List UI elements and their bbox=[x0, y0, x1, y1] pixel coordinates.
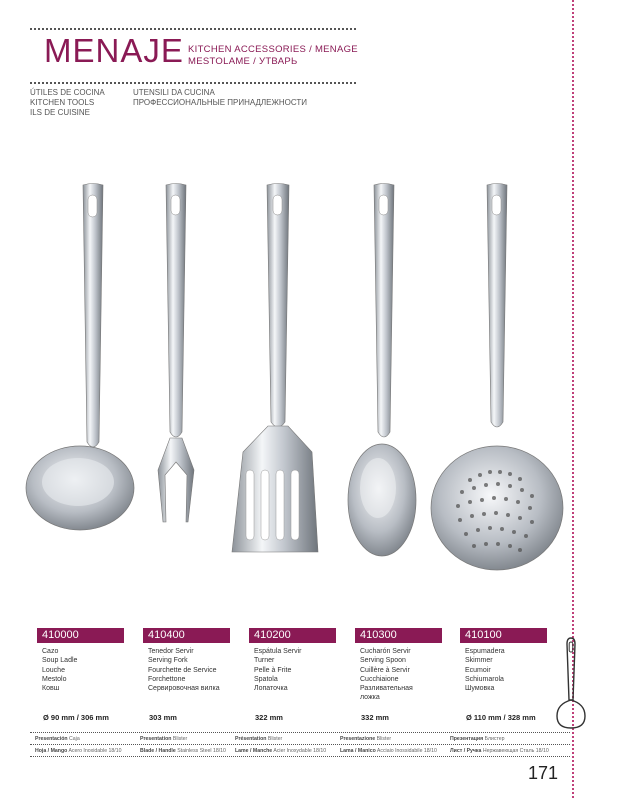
product-name: Spatola bbox=[254, 675, 278, 683]
product-names bbox=[254, 647, 336, 693]
footer-label: Лист / Ручка bbox=[450, 748, 482, 754]
tools-line: ILS DE CUISINE bbox=[30, 108, 91, 117]
product-name: Лопаточка bbox=[254, 685, 288, 693]
product-name: Cuillère à Servir bbox=[360, 666, 410, 674]
product-name: Louche bbox=[42, 666, 65, 674]
product-410200 bbox=[249, 628, 336, 693]
product-code: 410400 bbox=[143, 628, 230, 643]
product-size: Ø 110 mm / 328 mm bbox=[466, 713, 536, 722]
tools-list-right bbox=[133, 88, 307, 108]
product-size: 303 mm bbox=[149, 713, 177, 722]
footer-material-it bbox=[340, 748, 437, 754]
serving-fork-image bbox=[158, 184, 194, 523]
product-name: Turner bbox=[254, 657, 275, 665]
tools-line: UTENSILI DA CUCINA bbox=[133, 88, 215, 97]
product-names bbox=[148, 647, 230, 693]
footer-material-en bbox=[140, 748, 226, 754]
footer-value: Blister bbox=[376, 736, 392, 742]
footer-label: Lame / Manche bbox=[235, 748, 273, 754]
footer-middle-rule bbox=[30, 744, 570, 745]
tools-list-left bbox=[30, 88, 105, 118]
product-name: Serving Spoon bbox=[360, 657, 406, 665]
footer-label: Presentación bbox=[35, 736, 68, 742]
footer-value: Blister bbox=[172, 736, 188, 742]
footer-presentation-es bbox=[35, 736, 80, 742]
tools-line: ПРОФЕССИОНАЛЬНЫЕ ПРИНАДЛЕЖНОСТИ bbox=[133, 98, 308, 107]
soup-ladle-image bbox=[26, 184, 134, 531]
product-410000 bbox=[37, 628, 124, 693]
footer-value: Acciaio Inossidabile 18/10 bbox=[376, 748, 437, 754]
product-name: Ковш bbox=[42, 685, 60, 693]
section-subtitle-1: KITCHEN ACCESSORIES / MENAGE bbox=[188, 44, 358, 55]
product-names bbox=[42, 647, 124, 693]
tools-line: KITCHEN TOOLS bbox=[30, 98, 95, 107]
product-code: 410100 bbox=[460, 628, 547, 643]
serving-spoon-image bbox=[348, 184, 416, 557]
product-name: Skimmer bbox=[465, 657, 493, 665]
product-names bbox=[360, 647, 442, 703]
product-410100 bbox=[460, 628, 547, 693]
product-code: 410000 bbox=[37, 628, 124, 643]
footer-label: Lama / Manico bbox=[340, 748, 376, 754]
header-top-rule bbox=[30, 28, 356, 30]
product-410400 bbox=[143, 628, 230, 693]
product-code: 410300 bbox=[355, 628, 442, 643]
product-name: Schiumarola bbox=[465, 675, 504, 683]
footer-label: Présentation bbox=[235, 736, 267, 742]
product-name: Espátula Servir bbox=[254, 648, 302, 655]
footer-value: Блистер bbox=[484, 736, 505, 742]
product-name: Ecumoir bbox=[465, 666, 491, 674]
product-name: Fourchette de Service bbox=[148, 666, 217, 674]
product-name: Tenedor Servir bbox=[148, 648, 194, 655]
section-subtitle-2: MESTOLAME / УТВАРЬ bbox=[188, 56, 298, 67]
footer-presentation-fr bbox=[235, 736, 282, 742]
footer-value: Blister bbox=[267, 736, 283, 742]
footer-label: Презентация bbox=[450, 736, 484, 742]
product-name: Pelle à Frite bbox=[254, 666, 292, 674]
product-name: Разливательная bbox=[360, 685, 413, 693]
tools-line: ÚTILES DE COCINA bbox=[30, 88, 105, 97]
footer-presentation-en bbox=[140, 736, 187, 742]
footer-presentation-it bbox=[340, 736, 391, 742]
skimmer-image bbox=[431, 184, 563, 571]
footer-label: Presentazione bbox=[340, 736, 376, 742]
footer-value: Acero Inoxidable 18/10 bbox=[68, 748, 122, 754]
product-names bbox=[465, 647, 547, 693]
footer-label: Presentation bbox=[140, 736, 172, 742]
footer-material-ru bbox=[450, 748, 549, 754]
footer-label: Hoja / Mango bbox=[35, 748, 68, 754]
product-name: ложка bbox=[360, 694, 380, 702]
header-bottom-rule bbox=[30, 82, 356, 84]
product-size: Ø 90 mm / 306 mm bbox=[43, 713, 109, 722]
page-title: MENAJE bbox=[44, 32, 184, 69]
footer-presentation-ru bbox=[450, 736, 505, 742]
footer-value: Stainless Steel 18/10 bbox=[177, 748, 226, 754]
page-number: 171 bbox=[528, 763, 559, 783]
turner-image bbox=[232, 184, 318, 553]
footer-bottom-rule bbox=[30, 756, 570, 757]
product-name: Cazo bbox=[42, 648, 59, 655]
product-size: 332 mm bbox=[361, 713, 389, 722]
product-size: 322 mm bbox=[255, 713, 283, 722]
product-name: Cucchiaione bbox=[360, 675, 399, 683]
product-name: Soup Ladle bbox=[42, 657, 78, 665]
footer-value: Caja bbox=[69, 736, 80, 742]
product-name: Mestolo bbox=[42, 675, 67, 683]
product-name: Cucharón Servir bbox=[360, 648, 411, 655]
product-name: Шумовка bbox=[465, 685, 495, 693]
footer-material-es bbox=[35, 748, 122, 754]
footer-label: Blade / Handle bbox=[140, 748, 176, 754]
product-name: Serving Fork bbox=[148, 657, 188, 665]
utensils-illustration bbox=[0, 170, 572, 590]
product-410300 bbox=[355, 628, 442, 703]
product-code: 410200 bbox=[249, 628, 336, 643]
ladle-icon bbox=[553, 636, 589, 732]
footer-value: Acier Inoxydable 18/10 bbox=[273, 748, 327, 754]
product-name: Сервировочная вилка bbox=[148, 685, 220, 693]
product-name: Forchettone bbox=[148, 675, 186, 683]
footer-value: Нержавеющая Сталь 18/10 bbox=[482, 748, 549, 754]
footer-material-fr bbox=[235, 748, 326, 754]
product-name: Espumadera bbox=[465, 648, 505, 655]
footer-top-rule bbox=[30, 732, 570, 733]
